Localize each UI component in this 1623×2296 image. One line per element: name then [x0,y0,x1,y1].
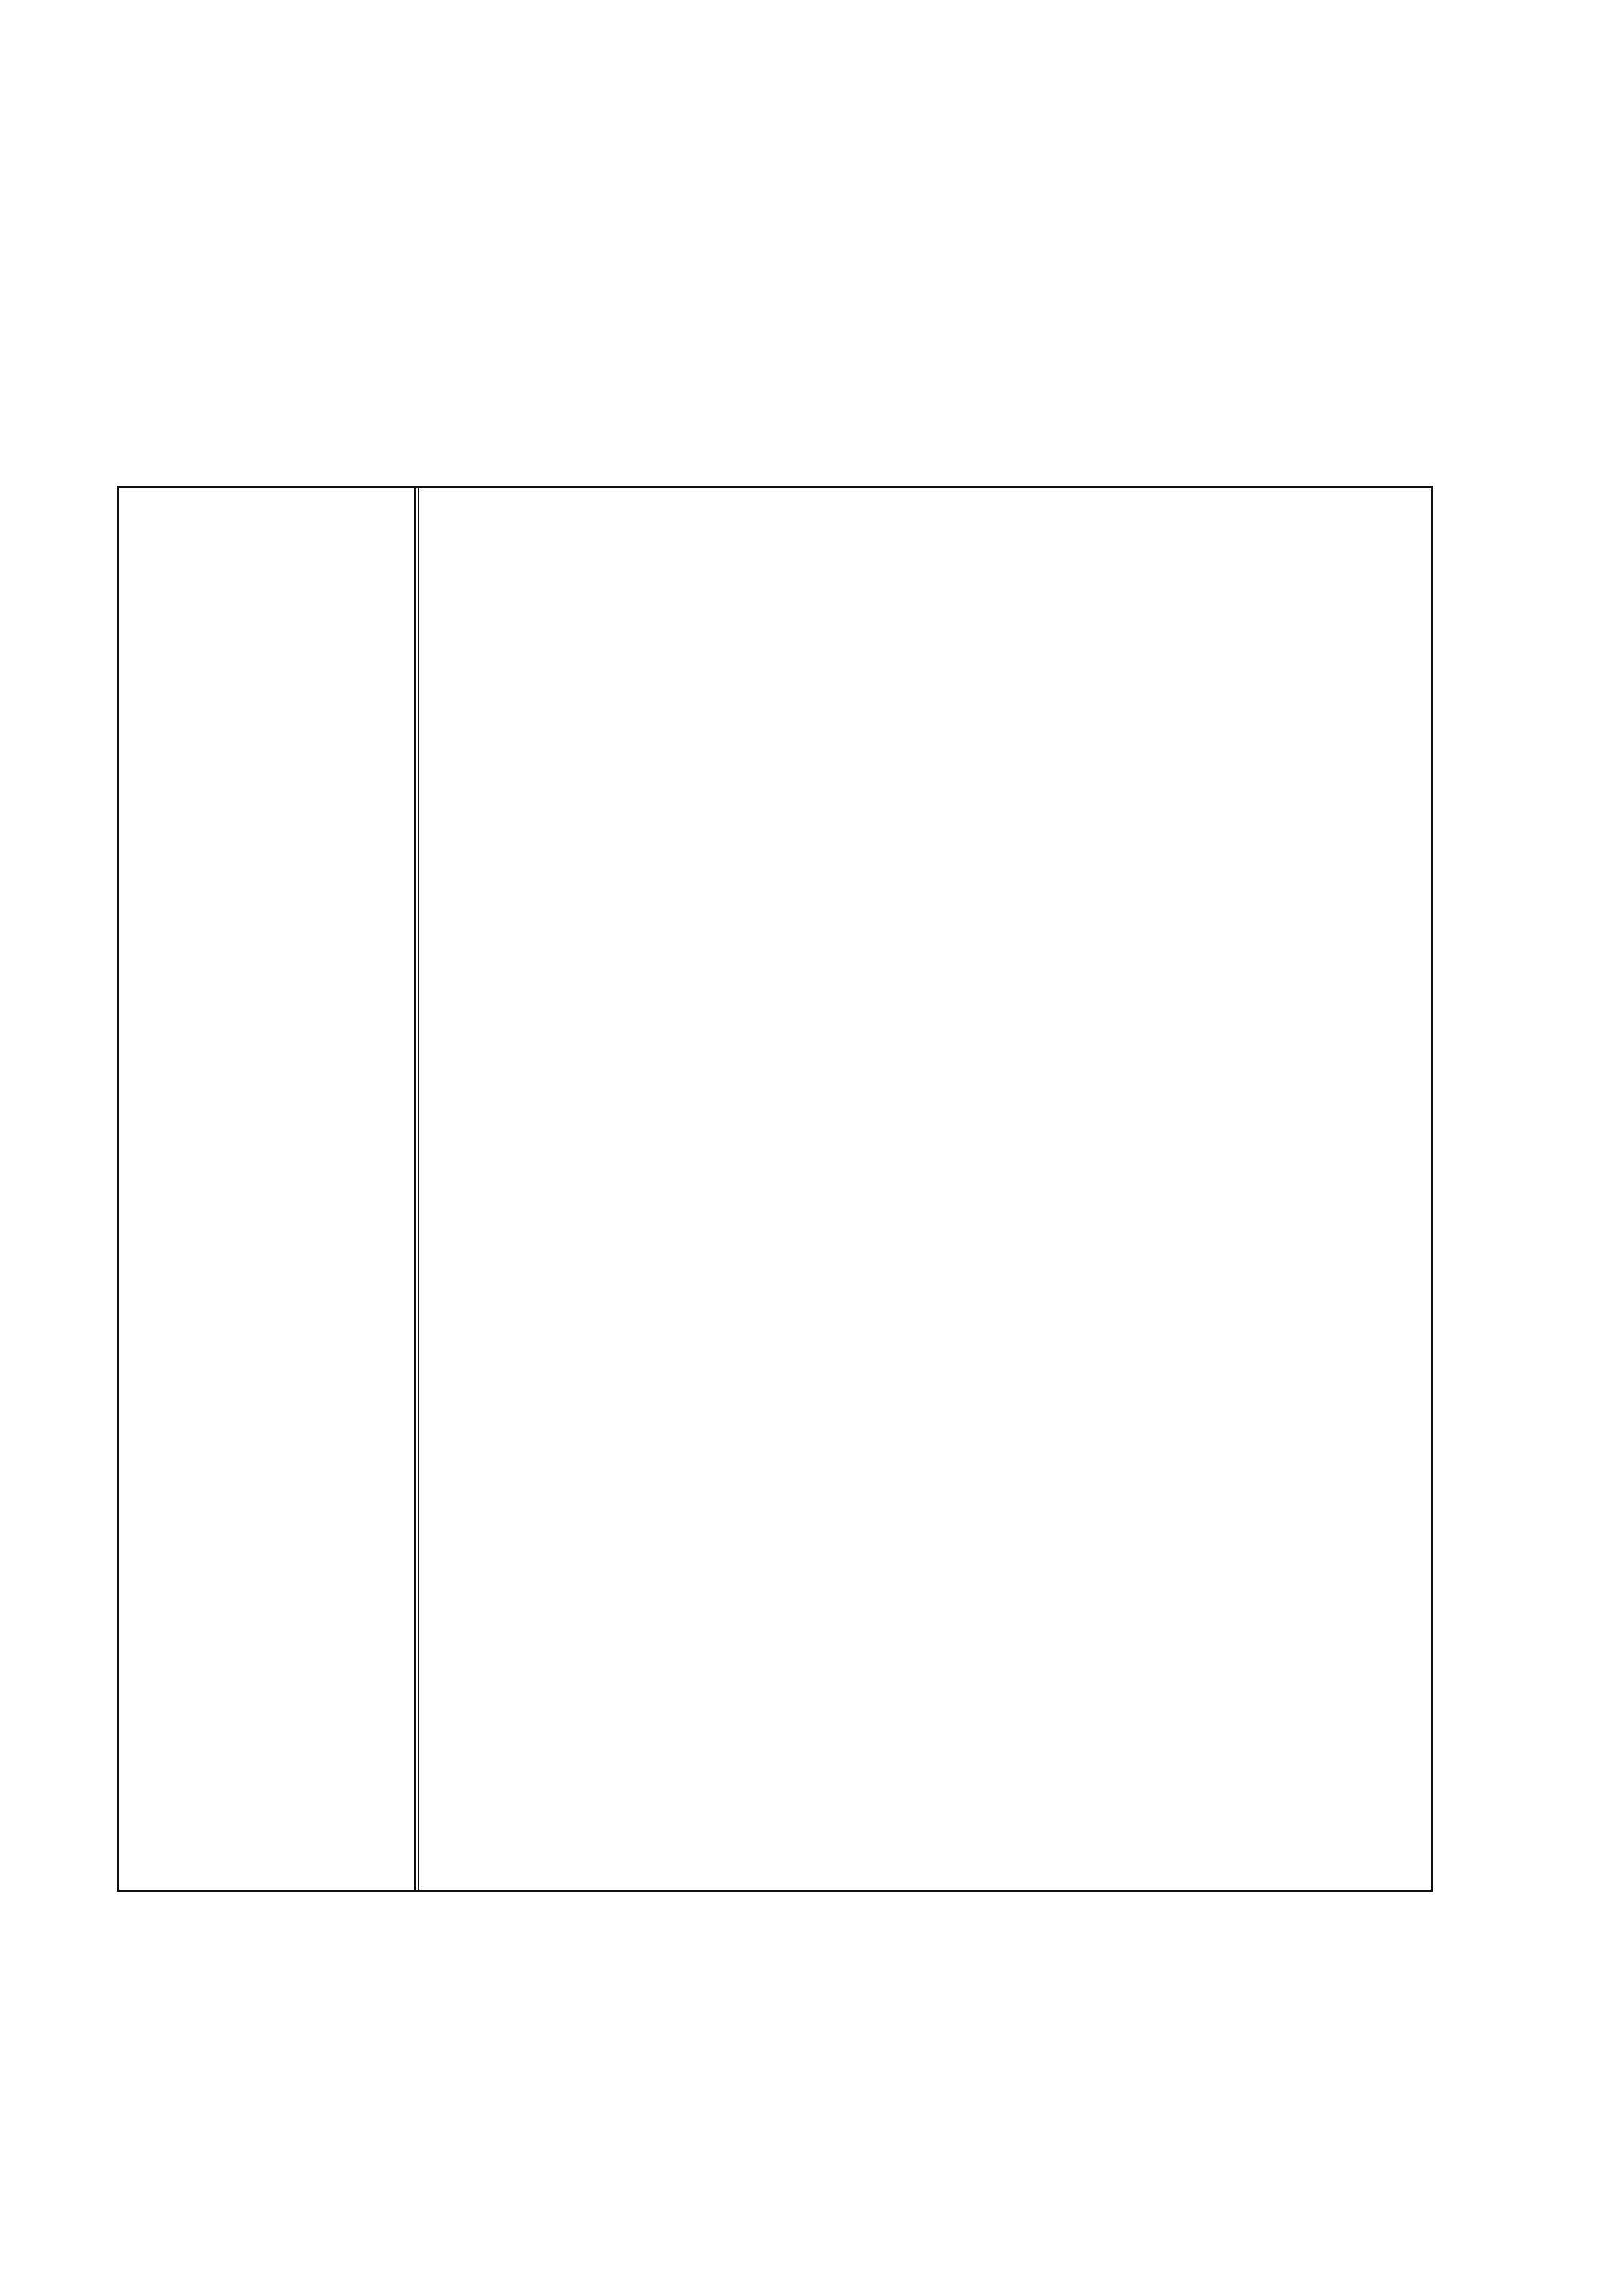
questionnaire-table [117,486,1433,1892]
items-column [419,488,1431,1890]
category-cell [119,488,419,1890]
